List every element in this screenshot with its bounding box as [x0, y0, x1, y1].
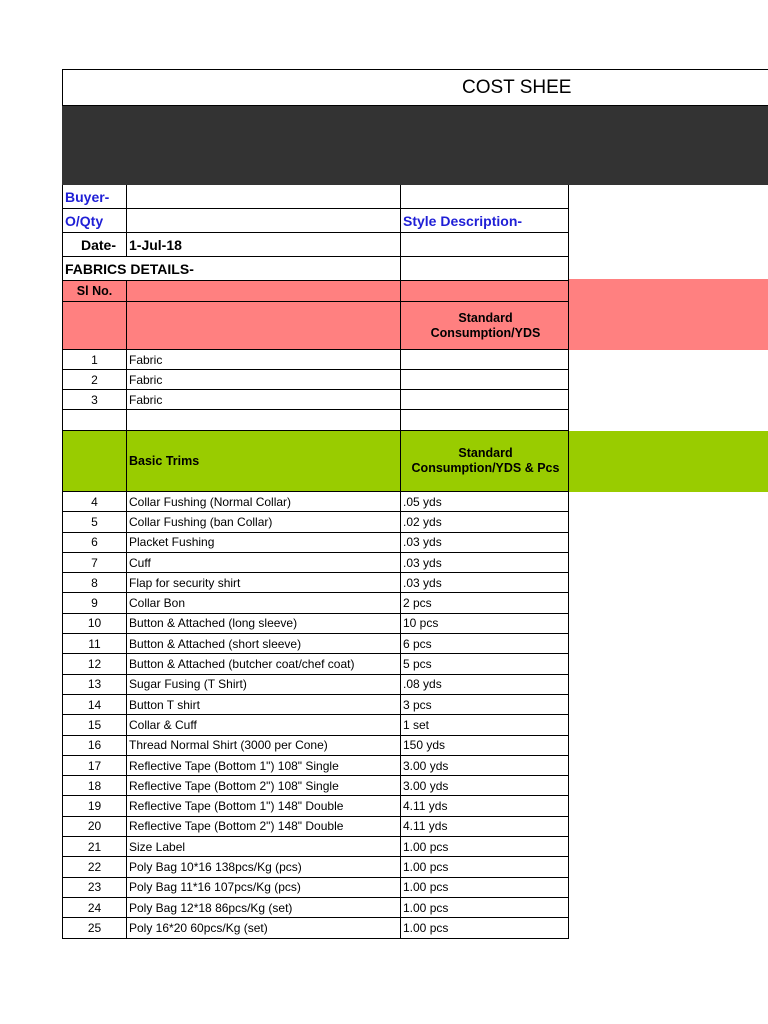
fabric-header-band-extension	[569, 279, 768, 348]
trim-row	[62, 817, 768, 837]
trim-row-item[interactable]: Reflective Tape (Bottom 2") 108" Single	[126, 776, 400, 796]
fabrics-details-row	[62, 257, 768, 281]
trim-row-consumption[interactable]: .03 yds	[400, 553, 569, 573]
trim-row-number[interactable]: 14	[62, 695, 126, 715]
trim-row-number[interactable]: 16	[62, 736, 126, 756]
trim-row-consumption[interactable]: .02 yds	[400, 512, 569, 532]
trim-row-item[interactable]: Reflective Tape (Bottom 1") 108" Single	[126, 756, 400, 776]
trim-row-item[interactable]: Poly 16*20 60pcs/Kg (set)	[126, 918, 400, 938]
trim-row	[62, 634, 768, 654]
trim-row	[62, 776, 768, 796]
trim-row-number[interactable]: 5	[62, 512, 126, 532]
trim-row-number[interactable]: 6	[62, 533, 126, 553]
style-description-label: Style Description-	[400, 209, 569, 233]
trim-row-consumption[interactable]: .08 yds	[400, 675, 569, 695]
date-value[interactable]: 1-Jul-18	[126, 233, 400, 257]
buyer-row	[62, 185, 768, 209]
trim-row-item[interactable]: Button & Attached (short sleeve)	[126, 634, 400, 654]
trim-row-item[interactable]: Button & Attached (long sleeve)	[126, 614, 400, 634]
trim-row-consumption[interactable]: 1 set	[400, 715, 569, 735]
trim-row-item[interactable]: Reflective Tape (Bottom 1") 148" Double	[126, 796, 400, 816]
trim-row-number[interactable]: 24	[62, 898, 126, 918]
cost-sheet	[62, 69, 768, 939]
fabric-row-number[interactable]: 1	[62, 350, 126, 370]
trim-row-number[interactable]: 21	[62, 837, 126, 857]
trim-row-item[interactable]: Poly Bag 11*16 107pcs/Kg (pcs)	[126, 878, 400, 898]
trim-row	[62, 614, 768, 634]
trim-row-consumption[interactable]: .03 yds	[400, 573, 569, 593]
trim-row-item[interactable]: Sugar Fusing (T Shirt)	[126, 675, 400, 695]
trim-row-item[interactable]: Thread Normal Shirt (3000 per Cone)	[126, 736, 400, 756]
trim-row-item[interactable]: Collar & Cuff	[126, 715, 400, 735]
trim-row-consumption[interactable]: 3 pcs	[400, 695, 569, 715]
trim-row	[62, 512, 768, 532]
date-row	[62, 233, 768, 257]
fabric-header-item-cell	[126, 302, 400, 350]
trim-row-number[interactable]: 20	[62, 817, 126, 837]
trim-row	[62, 715, 768, 735]
trim-row	[62, 736, 768, 756]
trim-row	[62, 837, 768, 857]
trim-row-number[interactable]: 10	[62, 614, 126, 634]
basic-trims-label: Basic Trims	[126, 431, 400, 492]
trim-row-item[interactable]: Button T shirt	[126, 695, 400, 715]
trim-row	[62, 593, 768, 613]
trim-row-number[interactable]: 23	[62, 878, 126, 898]
trim-row	[62, 756, 768, 776]
trim-row-item[interactable]: Reflective Tape (Bottom 2") 148" Double	[126, 817, 400, 837]
trim-row	[62, 553, 768, 573]
trim-row-consumption[interactable]: 5 pcs	[400, 654, 569, 674]
trims-header-no-cell	[62, 431, 126, 492]
trim-row-consumption[interactable]: 4.11 yds	[400, 796, 569, 816]
sheet-title: COST SHEE	[462, 76, 572, 98]
trim-row	[62, 857, 768, 877]
trim-row-number[interactable]: 4	[62, 492, 126, 512]
trims-header-row	[62, 431, 768, 492]
fabrics-details-extra-cell[interactable]	[400, 257, 569, 281]
trim-row-number[interactable]: 18	[62, 776, 126, 796]
trim-row	[62, 533, 768, 553]
date-label: Date-	[62, 233, 126, 257]
trim-row	[62, 878, 768, 898]
oqty-label: O/Qty	[62, 209, 126, 233]
trim-row-number[interactable]: 9	[62, 593, 126, 613]
fabric-header-no-cell	[62, 302, 126, 350]
sl-no-item-cell	[126, 281, 400, 302]
fabric-row-consumption[interactable]	[400, 370, 569, 390]
trim-row	[62, 675, 768, 695]
trim-row	[62, 796, 768, 816]
trim-row-consumption[interactable]: 1.00 pcs	[400, 857, 569, 877]
trim-row-consumption[interactable]: 4.11 yds	[400, 817, 569, 837]
trim-row	[62, 918, 768, 938]
trim-row-item[interactable]: Collar Fushing (ban Collar)	[126, 512, 400, 532]
trim-row-number[interactable]: 22	[62, 857, 126, 877]
fabric-row	[62, 370, 768, 390]
trim-row-item[interactable]: Placket Fushing	[126, 533, 400, 553]
trim-row-number[interactable]: 17	[62, 756, 126, 776]
trim-row-consumption[interactable]: 1.00 pcs	[400, 837, 569, 857]
trim-row-item[interactable]: Collar Fushing (Normal Collar)	[126, 492, 400, 512]
trim-row-item[interactable]: Poly Bag 12*18 86pcs/Kg (set)	[126, 898, 400, 918]
trim-row-consumption[interactable]: 3.00 yds	[400, 776, 569, 796]
trim-row-consumption[interactable]: 1.00 pcs	[400, 898, 569, 918]
fabric-row-number[interactable]: 2	[62, 370, 126, 390]
trim-row-item[interactable]: Size Label	[126, 837, 400, 857]
trim-row-consumption[interactable]: 6 pcs	[400, 634, 569, 654]
trim-row-consumption[interactable]: .05 yds	[400, 492, 569, 512]
trim-row-item[interactable]: Button & Attached (butcher coat/chef coat)	[126, 654, 400, 674]
trim-row-consumption[interactable]: 10 pcs	[400, 614, 569, 634]
trim-row-consumption[interactable]: 3.00 yds	[400, 756, 569, 776]
trim-row	[62, 492, 768, 512]
trim-row-item[interactable]: Poly Bag 10*16 138pcs/Kg (pcs)	[126, 857, 400, 877]
trim-row	[62, 654, 768, 674]
fabric-row-item[interactable]: Fabric	[126, 390, 400, 410]
trim-row-number[interactable]: 25	[62, 918, 126, 938]
trim-row-item[interactable]: Flap for security shirt	[126, 573, 400, 593]
trims-consumption-header: Standard Consumption/YDS & Pcs	[400, 431, 569, 492]
trim-row-number[interactable]: 7	[62, 553, 126, 573]
spacer-no-cell[interactable]	[62, 410, 126, 431]
sl-no-label: Sl No.	[62, 281, 126, 302]
trim-row-consumption[interactable]: 1.00 pcs	[400, 878, 569, 898]
trim-row-item[interactable]: Collar Bon	[126, 593, 400, 613]
trim-row-number[interactable]: 15	[62, 715, 126, 735]
fabric-row-consumption[interactable]	[400, 350, 569, 370]
trim-row-number[interactable]: 8	[62, 573, 126, 593]
oqty-value-cell[interactable]	[126, 209, 400, 233]
trim-row-number[interactable]: 12	[62, 654, 126, 674]
title-row	[62, 69, 768, 106]
trim-row-consumption[interactable]: 150 yds	[400, 736, 569, 756]
fabric-row-consumption[interactable]	[400, 390, 569, 410]
trim-row-consumption[interactable]: 1.00 pcs	[400, 918, 569, 938]
date-extra-cell[interactable]	[400, 233, 569, 257]
trim-row	[62, 573, 768, 593]
sl-no-extra-cell	[400, 281, 569, 302]
fabric-row	[62, 390, 768, 410]
buyer-extra-cell[interactable]	[400, 185, 569, 209]
spacer-item-cell[interactable]	[126, 410, 400, 431]
buyer-label: Buyer-	[62, 185, 126, 209]
trim-row-item[interactable]: Cuff	[126, 553, 400, 573]
fabric-consumption-header: Standard Consumption/YDS	[400, 302, 569, 350]
fabric-row-item[interactable]: Fabric	[126, 370, 400, 390]
trim-row-consumption[interactable]: .03 yds	[400, 533, 569, 553]
fabric-row-item[interactable]: Fabric	[126, 350, 400, 370]
trim-row	[62, 898, 768, 918]
fabrics-details-label: FABRICS DETAILS-	[62, 257, 400, 281]
trim-row-consumption[interactable]: 2 pcs	[400, 593, 569, 613]
fabric-row-number[interactable]: 3	[62, 390, 126, 410]
trim-row-number[interactable]: 13	[62, 675, 126, 695]
trim-rows	[62, 492, 768, 939]
header-band	[62, 106, 768, 185]
trim-row-number[interactable]: 11	[62, 634, 126, 654]
spacer-row	[62, 410, 768, 431]
trim-row	[62, 695, 768, 715]
spacer-extra-cell[interactable]	[400, 410, 569, 431]
oqty-row	[62, 209, 768, 233]
fabric-rows	[62, 350, 768, 410]
buyer-value-cell[interactable]	[126, 185, 400, 209]
trim-row-number[interactable]: 19	[62, 796, 126, 816]
fabric-row	[62, 350, 768, 370]
